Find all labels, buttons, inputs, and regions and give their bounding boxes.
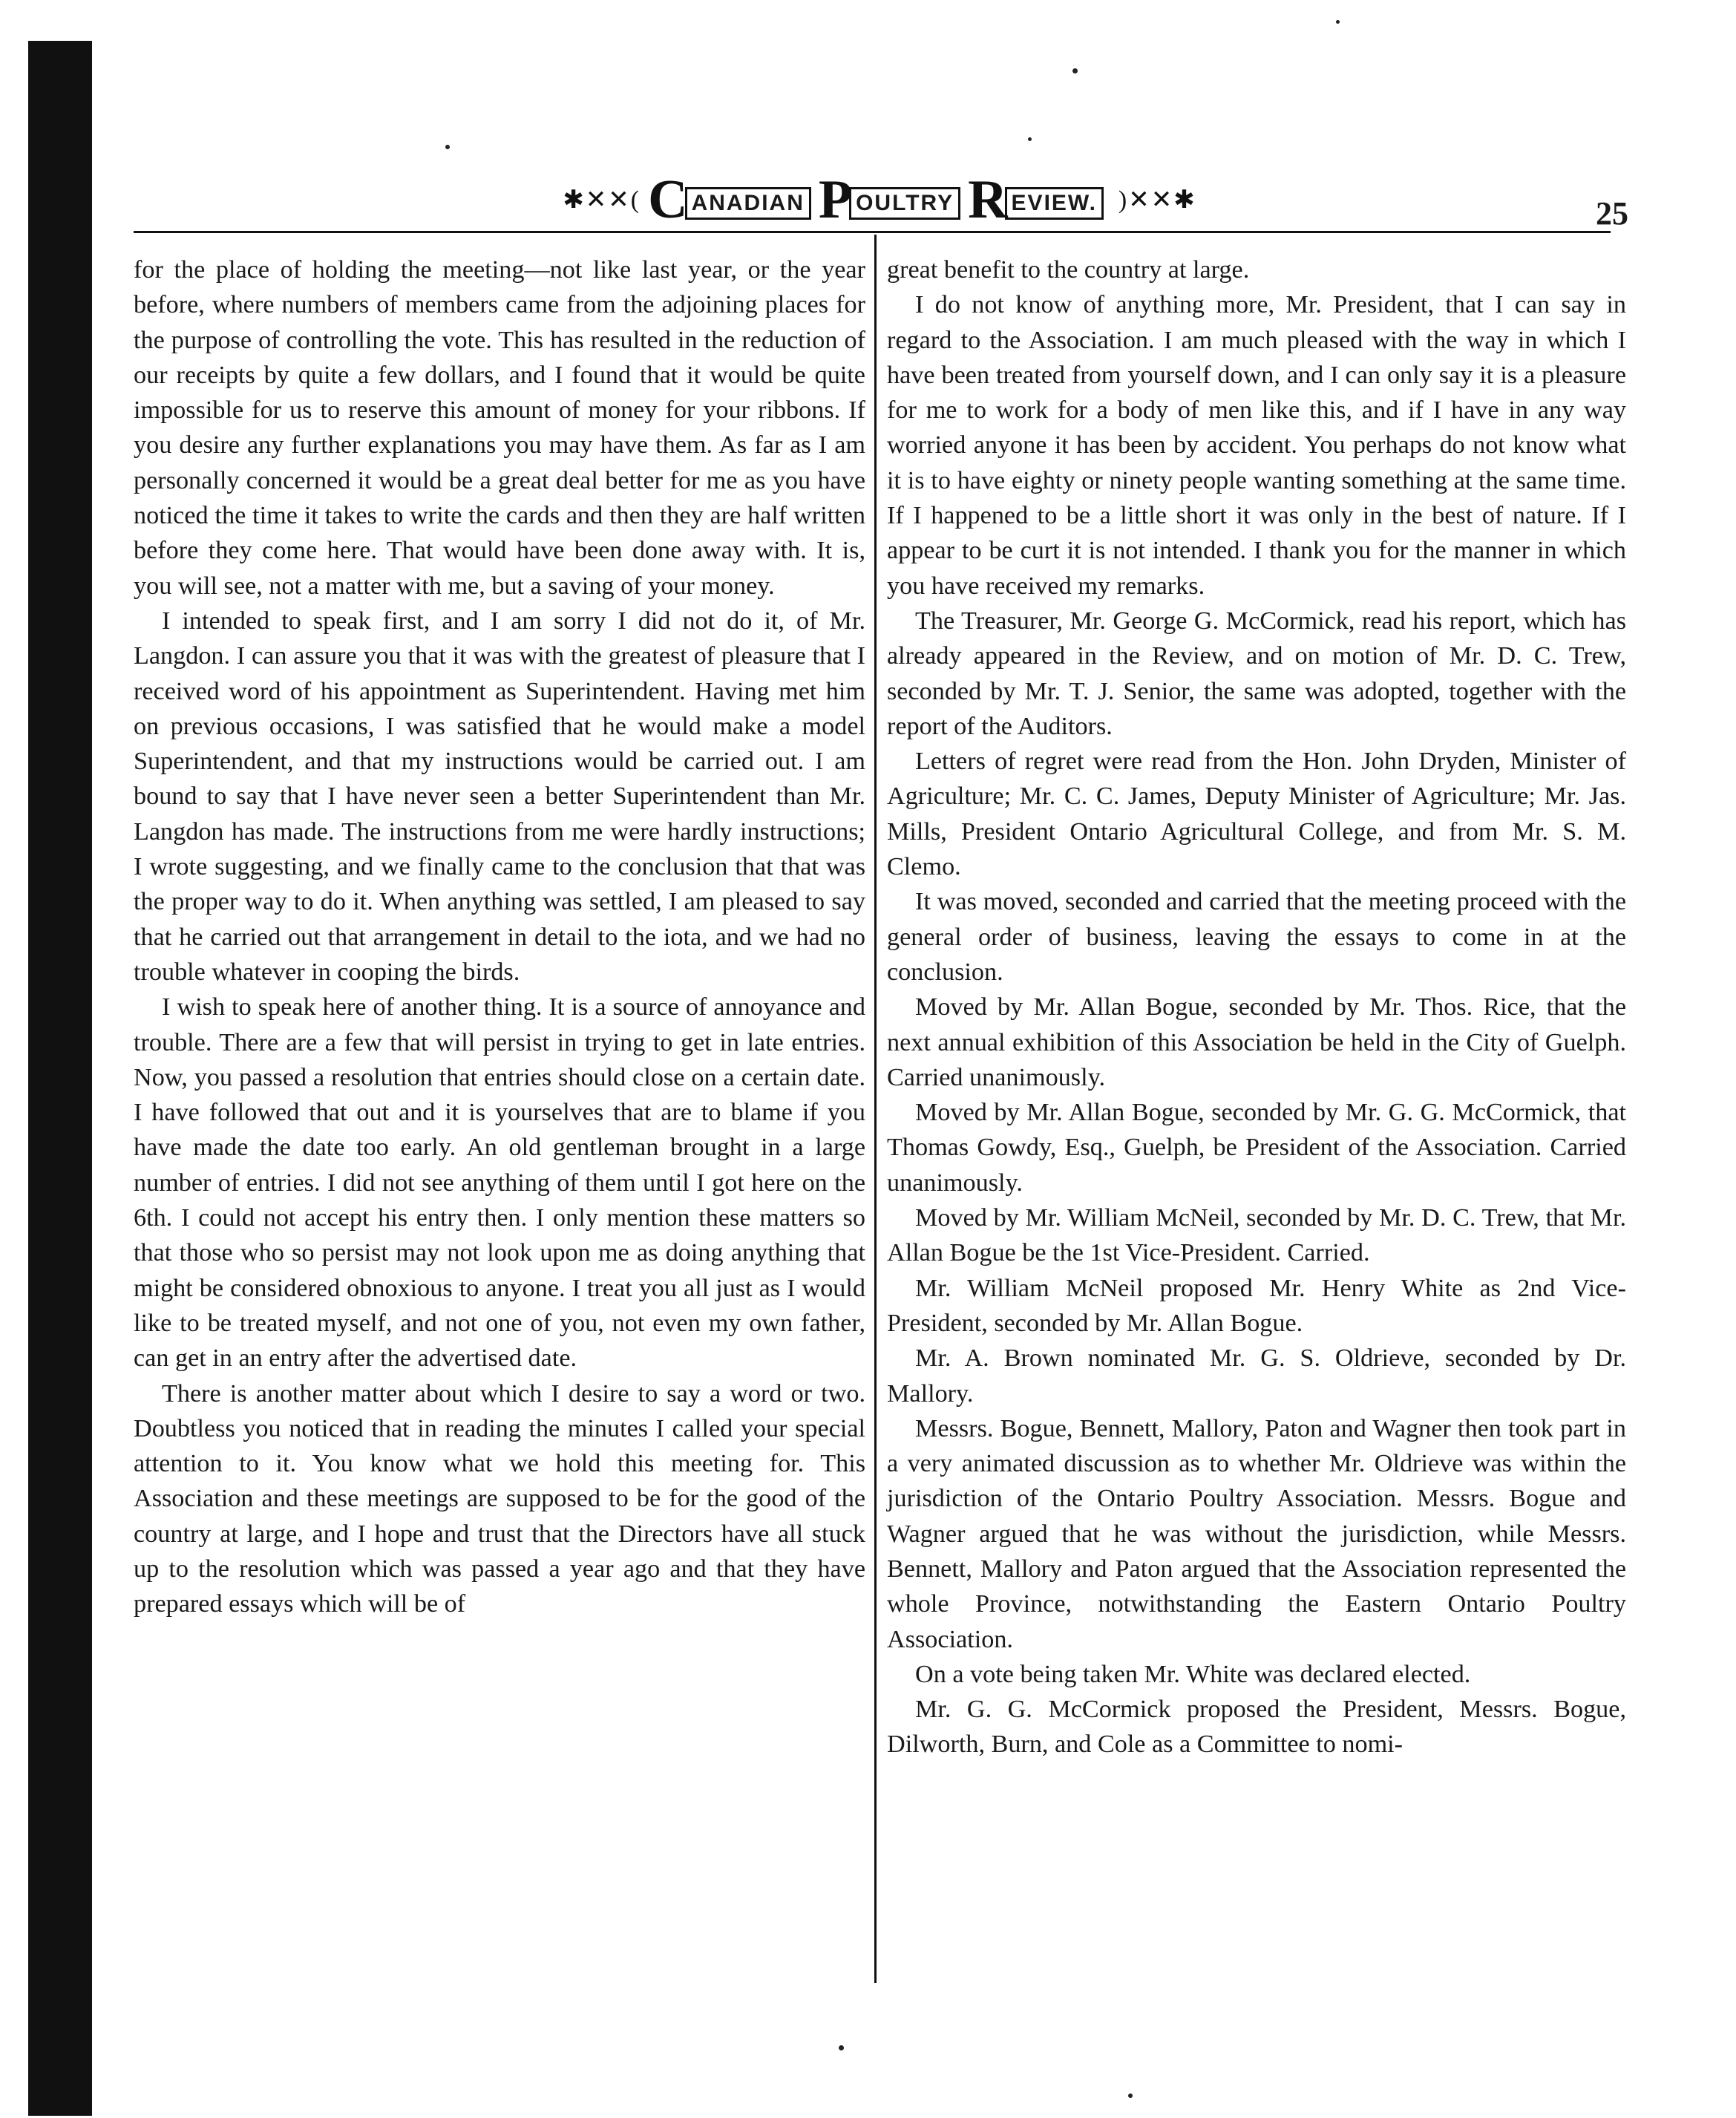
scan-speck — [1128, 2094, 1133, 2098]
paragraph: Mr. William McNeil proposed Mr. Henry White as 2nd Vice-President, seconded by Mr. Allan Bogue. — [887, 1274, 1626, 1337]
header-rule — [134, 231, 1611, 233]
paragraph: I intended to speak first, and I am sorry I did not do it, of Mr. Langdon. I can assure you that it was with the greatest of pleasure that I received word of his appointment as Superintendent. Having met him on previous occasions, I was satisfied that he would make a model Superintendent, and that my instructions would be carried out. I am bound to say that I have never seen a better Superintendent than Mr. Langdon has made. The instructions from me were hardly instructions; I wrote suggesting, and we finally came to the conclusion that that was the proper way to do it. When anything was settled, I am pleased to say that he carried out that arrangement in detail to the iota, and we had no trouble whatever in cooping the birds. — [134, 607, 865, 986]
paragraph: Mr. A. Brown nominated Mr. G. S. Oldrieve, seconded by Dr. Mallory. — [887, 1344, 1626, 1408]
right-column — [887, 252, 1626, 1762]
masthead-title — [648, 169, 1111, 230]
title-word-canadian: ANADIAN — [685, 187, 811, 220]
paragraph: Moved by Mr. Allan Bogue, seconded by Mr. G. G. McCormick, that Thomas Gowdy, Esq., Guelph, be President of the Association. Carried unanimously. — [887, 1099, 1626, 1197]
title-initial-r: R — [968, 169, 1008, 230]
paragraph: The Treasurer, Mr. George G. McCormick, read his report, which has already appeared in the Review, and on motion of Mr. D. C. Trew, seconded by Mr. T. J. Senior, the same was adopted, together with the report of the Auditors. — [887, 607, 1626, 740]
ornament-left-icon: ✱✕✕( — [563, 186, 641, 214]
title-word-poultry: OULTRY — [849, 187, 960, 220]
title-word-review: EVIEW. — [1005, 187, 1104, 220]
paragraph: On a vote being taken Mr. White was declared elected. — [915, 1660, 1471, 1688]
page-number: 25 — [1596, 195, 1628, 232]
title-initial-p: P — [818, 169, 853, 230]
masthead — [563, 169, 1196, 230]
column-divider — [874, 235, 877, 1983]
paragraph: Moved by Mr. William McNeil, seconded by Mr. D. C. Trew, that Mr. Allan Bogue be the 1st Vice-President. Carried. — [887, 1204, 1626, 1267]
paragraph: Moved by Mr. Allan Bogue, seconded by Mr. Thos. Rice, that the next annual exhibition of this Association be held in the City of Guelph. Carried unanimously. — [887, 993, 1626, 1091]
ornament-right-icon: )✕✕✱ — [1118, 186, 1196, 214]
paragraph: Messrs. Bogue, Bennett, Mallory, Paton and Wagner then took part in a very animated discussion as to whether Mr. Oldrieve was within the jurisdiction of the Ontario Poultry Association. Messrs. Bogue and Wagner argued that he was without the jurisdiction, while Messrs. Bennett, Mallory and Paton argued that the Association represented the whole Province, notwithstanding the Eastern Ontario Poultry Association. — [887, 1414, 1626, 1653]
paragraph: I wish to speak here of another thing. It is a source of annoyance and trouble. There are a few that will persist in trying to get in late entries. Now, you passed a resolution that entries should close on a certain date. I have followed that out and it is yourselves that are to blame if you have made the date too early. An old gentleman brought in a large number of entries. I did not see anything of them until I got here on the 6th. I could not accept his entry then. I only mention these matters so that those who so persist may not look upon me as doing anything that might be considered obnoxious to anyone. I treat you all just as I would like to be treated myself, and not one of you, not even my own father, can get in an entry after the advertised date. — [134, 993, 865, 1373]
scan-speck — [839, 2045, 844, 2050]
left-column — [134, 252, 865, 1622]
scan-speck — [1336, 20, 1340, 24]
paragraph: Letters of regret were read from the Hon. John Dryden, Minister of Agriculture; Mr. C. C. James, Deputy Minister of Agriculture; Mr. Jas. Mills, President Ontario Agricultural College, and from Mr. S. M. Clemo. — [887, 748, 1626, 881]
title-initial-c: C — [648, 169, 688, 230]
paragraph: great benefit to the country at large. — [887, 256, 1250, 284]
paragraph: I do not know of anything more, Mr. President, that I can say in regard to the Association. I am much pleased with the way in which I have been treated from yourself down, and I can only say it is a pleasure for me to work for a body of men like this, and if I have in any way worried anyone it has been by accident. You perhaps do not know what it is to have eighty or ninety people wanting something at the same time. If I happened to be a little short it was only in the best of nature. If I appear to be curt it is not intended. I thank you for the manner in which you have received my remarks. — [887, 291, 1626, 600]
paragraph: Mr. G. G. McCormick proposed the President, Messrs. Bogue, Dilworth, Burn, and Cole as a Committee to nomi- — [887, 1696, 1626, 1759]
paragraph: There is another matter about which I desire to say a word or two. Doubtless you noticed that in reading the minutes I called your special attention to it. You know what we hold this meeting for. This Association and these meetings are supposed to be for the good of the country at large, and I hope and trust that the Directors have all stuck up to the resolution which was passed a year ago and that they have prepared essays which will be of — [134, 1379, 865, 1618]
page-binding-edge — [28, 41, 92, 2116]
scan-speck — [445, 145, 450, 149]
scan-speck — [1072, 68, 1078, 73]
paragraph: It was moved, seconded and carried that the meeting proceed with the general order of business, leaving the essays to come in at the conclusion. — [887, 888, 1626, 986]
scan-speck — [1028, 137, 1032, 141]
paragraph: for the place of holding the meeting—not like last year, or the year before, where numbers of members came from the adjoining places for the purpose of controlling the vote. This has resulted in the reduction of our receipts by quite a few dollars, and I found that it would be quite impossible for us to reserve this amount of money for your ribbons. If you desire any further explanations you may have them. As far as I am personally concerned it would be a great deal better for me as you have noticed the time it takes to write the cards and then they are half written before they come here. That would have been done away with. It is, you will see, not a matter with me, but a saving of your money. — [134, 256, 865, 600]
